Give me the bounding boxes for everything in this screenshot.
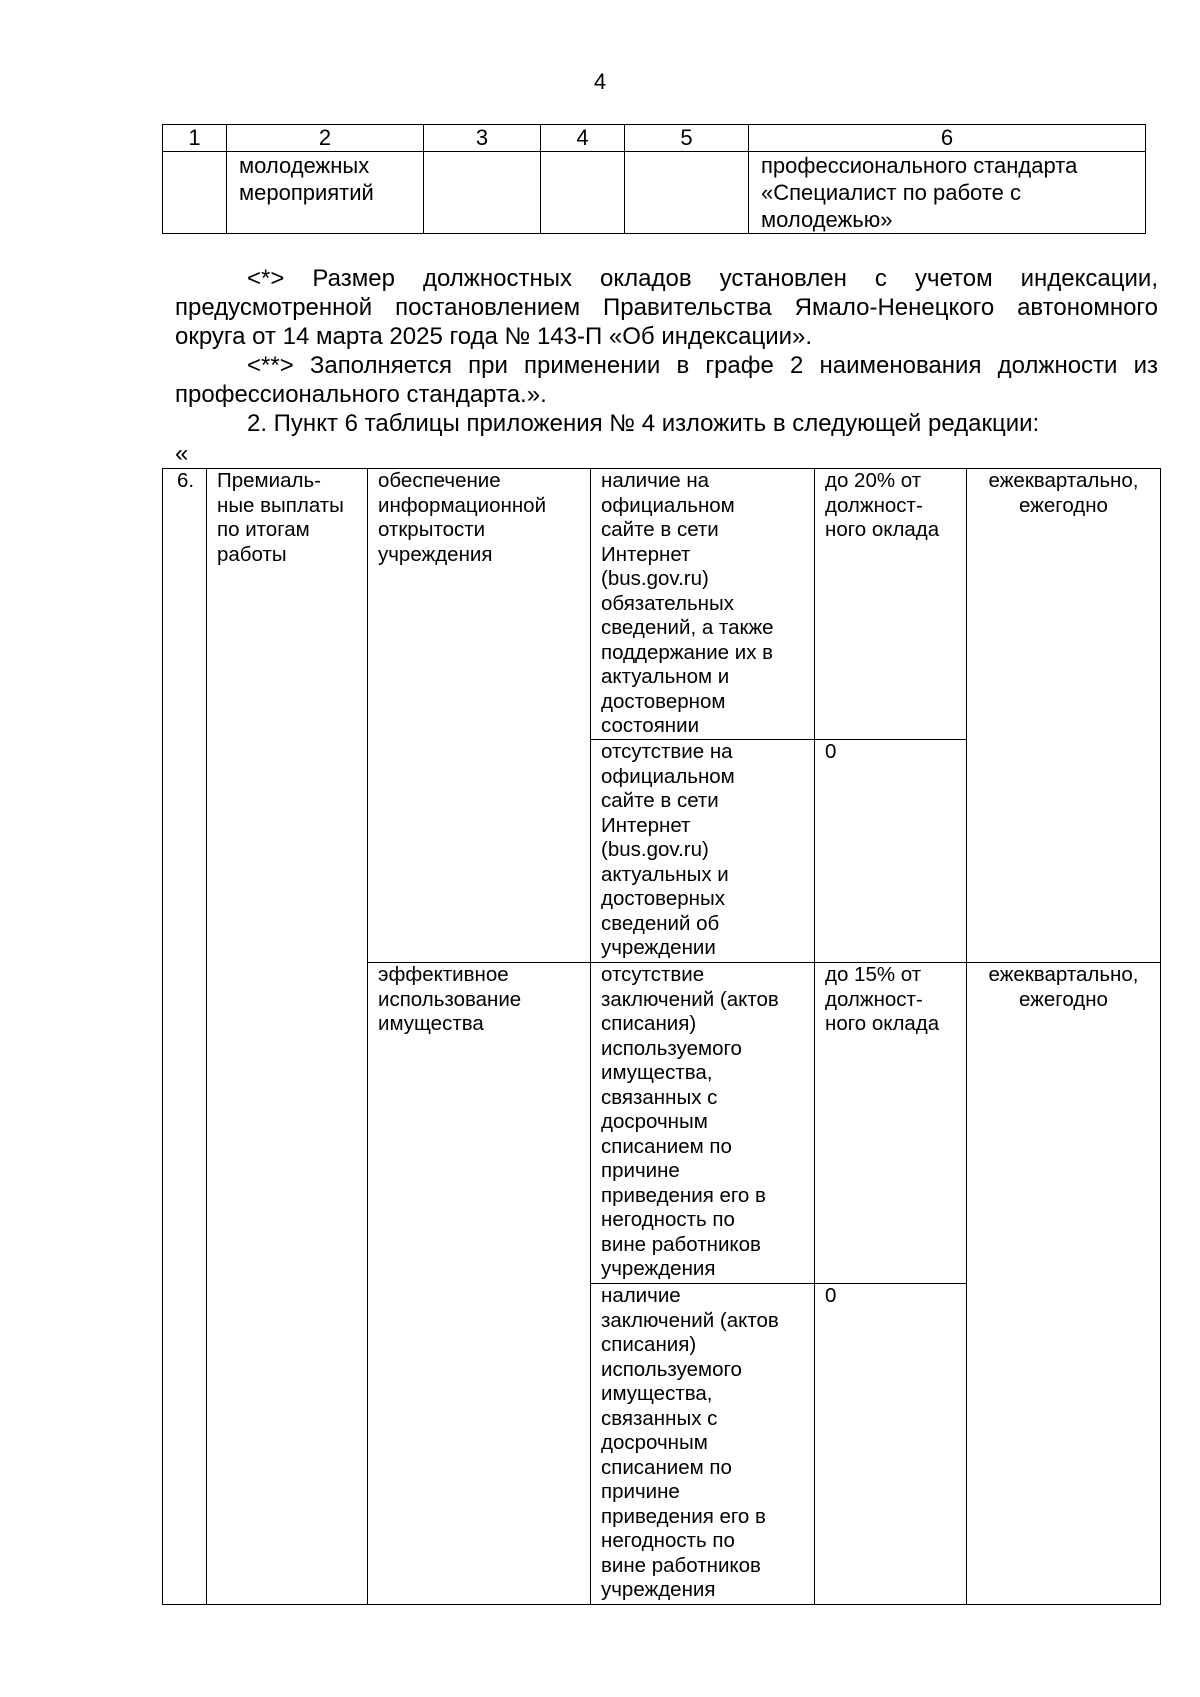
header-cell: 4 [541,125,625,152]
header-cell: 3 [424,125,541,152]
cell-col3 [424,152,541,234]
cell-col5 [625,152,749,234]
page-number: 4 [593,69,607,94]
header-cell: 6 [749,125,1146,152]
cell-col2: молодежных мероприятий [227,152,424,234]
item-number: 6. [163,469,207,1605]
cell-col4 [541,152,625,234]
periodicity-cell: ежеквартально, ежегодно [967,963,1161,1605]
periodicity-cell: ежеквартально, ежегодно [967,469,1161,963]
amount-cell: 0 [815,1284,967,1605]
amendment-paragraph: 2. Пункт 6 таблицы приложения № 4 изложить в следующей редакции: [247,410,1040,437]
amount-cell: 0 [815,740,967,963]
body-text [175,264,1158,438]
criterion-cell: обеспечение информационной открытости учреждения [368,469,591,963]
footnote-1: <*> Размер должностных окладов установлен с учетом индексации, предусмотренной постановлением Правительства Ямало-Ненецкого автономного округа от 14 марта 2025 года № 143-П «Об индексации». [175,265,1158,350]
table-row [163,469,1161,740]
header-cell: 2 [227,125,424,152]
header-cell: 5 [625,125,749,152]
amount-cell: до 15% от должност- ного оклада [815,963,967,1284]
cell-col6: профессионального стандарта «Специалист по работе с молодежью» [749,152,1146,234]
table-row [163,152,1146,234]
condition-cell: отсутствие на официальном сайте в сети Интернет (bus.gov.ru) актуальных и достоверных сведений об учреждении [591,740,815,963]
amount-cell: до 20% от должност- ного оклада [815,469,967,740]
condition-cell: наличие заключений (актов списания) используемого имущества, связанных с досрочным списанием по причине приведения его в негодность по вине работников учреждения [591,1284,815,1605]
payment-type-cell: Премиаль- ные выплаты по итогам работы [207,469,368,1605]
criterion-cell: эффективное использование имущества [368,963,591,1605]
condition-cell: отсутствие заключений (актов списания) используемого имущества, связанных с досрочным списанием по причине приведения его в негодность по вине работников учреждения [591,963,815,1284]
continuation-table [162,124,1146,234]
condition-cell: наличие на официальном сайте в сети Интернет (bus.gov.ru) обязательных сведений, а также поддержание их в актуальном и достоверном состоянии [591,469,815,740]
footnote-2: <**> Заполняется при применении в графе 2 наименования должности из профессионального стандарта.». [175,352,1158,408]
bonus-criteria-table [162,468,1161,1605]
opening-quote: « [175,440,189,467]
cell-col1 [163,152,227,234]
table-header-row [163,125,1146,152]
header-cell: 1 [163,125,227,152]
